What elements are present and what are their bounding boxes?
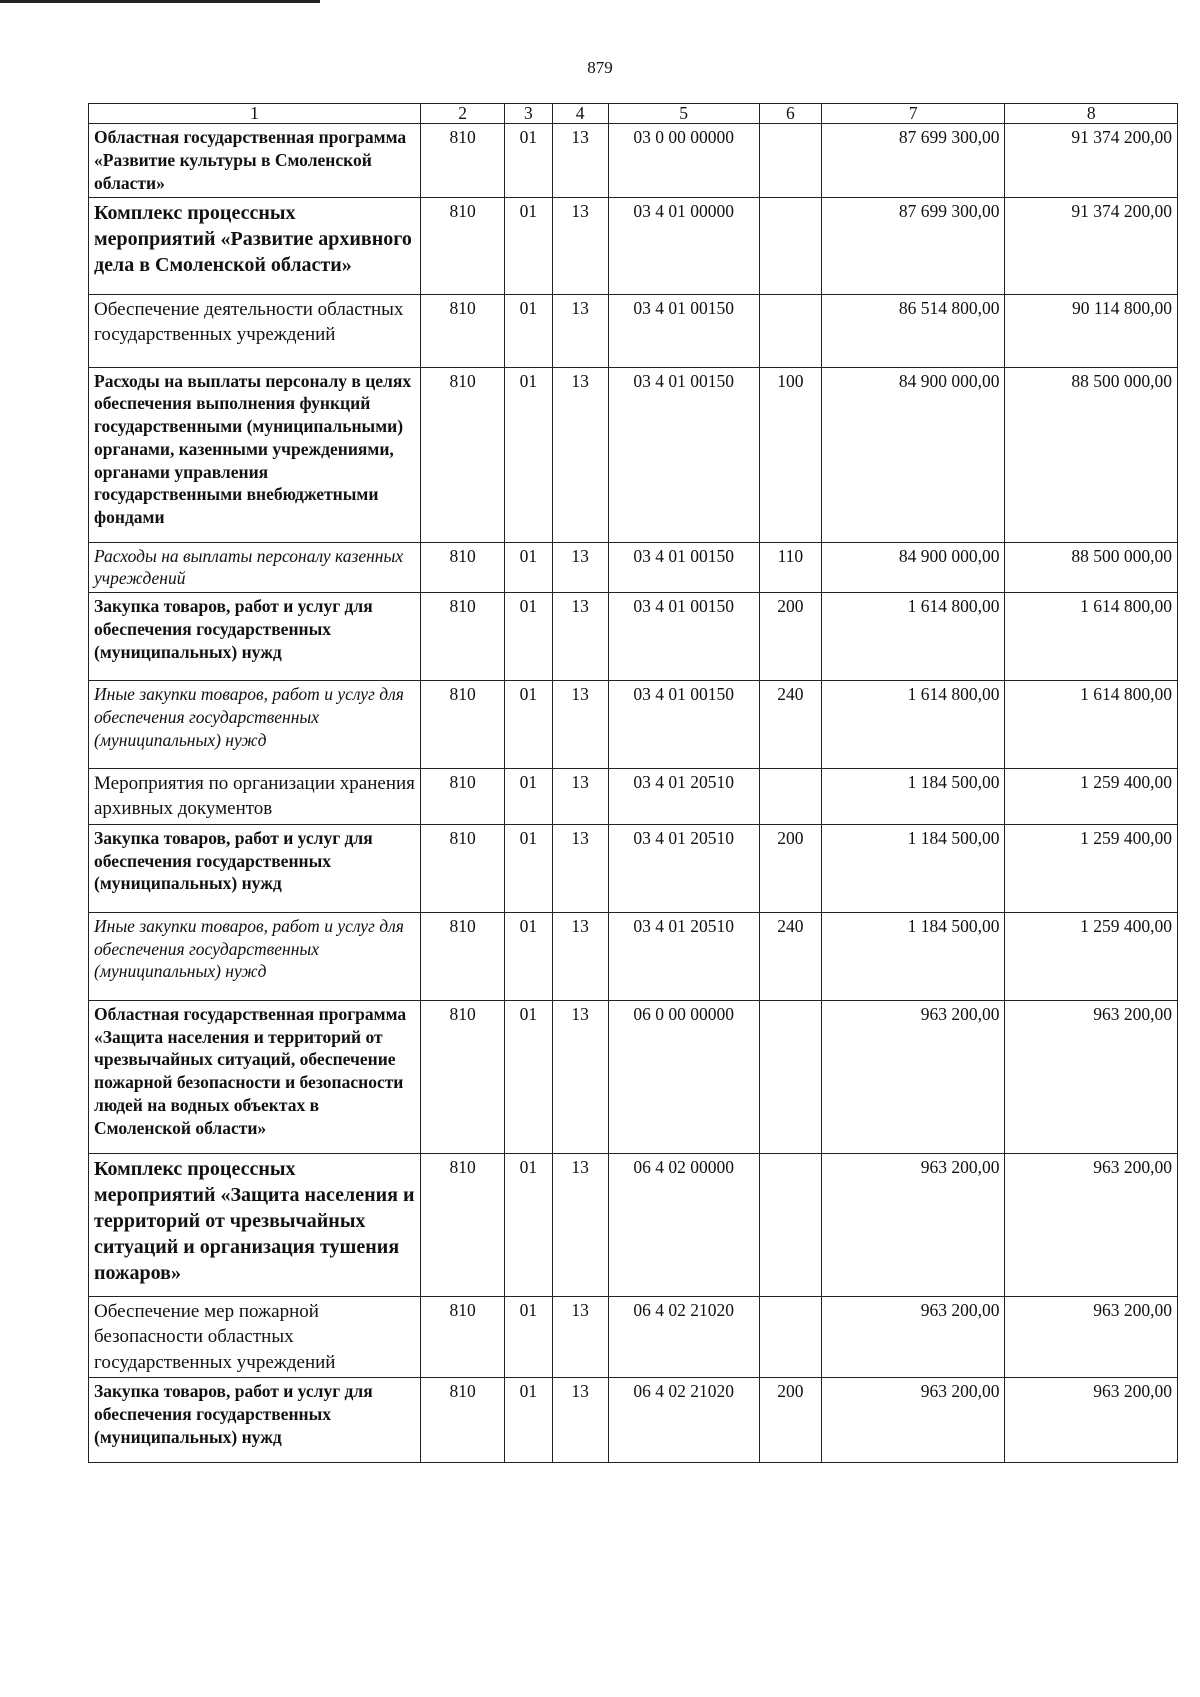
section-code-cell: 01: [505, 593, 552, 681]
ministry-code-cell: 810: [421, 681, 505, 769]
table-row: [89, 197, 1178, 294]
expense-type-cell: 240: [759, 912, 822, 1000]
column-header-8: 8: [1005, 104, 1178, 124]
expense-name-cell: Иные закупки товаров, работ и услуг для обеспечения государственных (муниципальных) нужд: [89, 681, 421, 769]
section-code-cell: 01: [505, 824, 552, 912]
subsection-code-cell: 13: [552, 1153, 608, 1296]
amount-year-2-cell: 1 614 800,00: [1005, 681, 1178, 769]
column-header-5: 5: [608, 104, 759, 124]
amount-year-1-cell: 1 184 500,00: [822, 769, 1005, 825]
target-article-cell: 03 4 01 00150: [608, 542, 759, 593]
amount-year-2-cell: 1 614 800,00: [1005, 593, 1178, 681]
expense-type-cell: 110: [759, 542, 822, 593]
subsection-code-cell: 13: [552, 769, 608, 825]
target-article-cell: 06 4 02 00000: [608, 1153, 759, 1296]
target-article-cell: 03 4 01 00150: [608, 294, 759, 367]
expense-name-cell: Закупка товаров, работ и услуг для обеспечения государственных (муниципальных) нужд: [89, 824, 421, 912]
expense-name-cell: Расходы на выплаты персоналу в целях обеспечения выполнения функций государственными (муниципальными) органами, казенными учреждениями, органами управления государственными внебюджетными фондами: [89, 367, 421, 542]
section-code-cell: 01: [505, 1000, 552, 1153]
expense-type-cell: 200: [759, 824, 822, 912]
ministry-code-cell: 810: [421, 593, 505, 681]
column-header-2: 2: [421, 104, 505, 124]
scan-edge-line: [0, 0, 320, 3]
table-row: [89, 367, 1178, 542]
section-code-cell: 01: [505, 542, 552, 593]
subsection-code-cell: 13: [552, 912, 608, 1000]
column-header-4: 4: [552, 104, 608, 124]
section-code-cell: 01: [505, 197, 552, 294]
column-header-6: 6: [759, 104, 822, 124]
ministry-code-cell: 810: [421, 1296, 505, 1377]
amount-year-2-cell: 1 259 400,00: [1005, 824, 1178, 912]
subsection-code-cell: 13: [552, 542, 608, 593]
amount-year-1-cell: 963 200,00: [822, 1000, 1005, 1153]
ministry-code-cell: 810: [421, 542, 505, 593]
expense-name-cell: Иные закупки товаров, работ и услуг для обеспечения государственных (муниципальных) нужд: [89, 912, 421, 1000]
subsection-code-cell: 13: [552, 1000, 608, 1153]
amount-year-2-cell: 963 200,00: [1005, 1378, 1178, 1463]
expense-type-cell: [759, 124, 822, 197]
table-header: [89, 104, 1178, 124]
ministry-code-cell: 810: [421, 294, 505, 367]
expense-name-cell: Комплекс процессных мероприятий «Защита населения и территорий от чрезвычайных ситуаций и организация тушения пожаров»: [89, 1153, 421, 1296]
amount-year-1-cell: 1 184 500,00: [822, 912, 1005, 1000]
section-code-cell: 01: [505, 912, 552, 1000]
section-code-cell: 01: [505, 367, 552, 542]
ministry-code-cell: 810: [421, 1378, 505, 1463]
table-row: [89, 542, 1178, 593]
column-header-1: 1: [89, 104, 421, 124]
ministry-code-cell: 810: [421, 1153, 505, 1296]
expense-type-cell: [759, 197, 822, 294]
amount-year-2-cell: 88 500 000,00: [1005, 542, 1178, 593]
expense-type-cell: 200: [759, 593, 822, 681]
expense-name-cell: Расходы на выплаты персоналу казенных учреждений: [89, 542, 421, 593]
ministry-code-cell: 810: [421, 912, 505, 1000]
amount-year-1-cell: 87 699 300,00: [822, 124, 1005, 197]
subsection-code-cell: 13: [552, 681, 608, 769]
expense-type-cell: [759, 769, 822, 825]
target-article-cell: 03 4 01 00150: [608, 593, 759, 681]
table-body: [89, 124, 1178, 1463]
subsection-code-cell: 13: [552, 824, 608, 912]
amount-year-1-cell: 84 900 000,00: [822, 542, 1005, 593]
page-number: 879: [587, 58, 613, 77]
budget-table: [88, 103, 1178, 1463]
subsection-code-cell: 13: [552, 1296, 608, 1377]
target-article-cell: 03 4 01 20510: [608, 769, 759, 825]
expense-name-cell: Обеспечение мер пожарной безопасности областных государственных учреждений: [89, 1296, 421, 1377]
table-row: [89, 593, 1178, 681]
amount-year-1-cell: 1 614 800,00: [822, 681, 1005, 769]
expense-type-cell: [759, 1153, 822, 1296]
target-article-cell: 06 4 02 21020: [608, 1296, 759, 1377]
expense-type-cell: 240: [759, 681, 822, 769]
target-article-cell: 06 0 00 00000: [608, 1000, 759, 1153]
expense-type-cell: 200: [759, 1378, 822, 1463]
table-row: [89, 1296, 1178, 1377]
subsection-code-cell: 13: [552, 593, 608, 681]
amount-year-2-cell: 1 259 400,00: [1005, 769, 1178, 825]
amount-year-1-cell: 87 699 300,00: [822, 197, 1005, 294]
table-row: [89, 1378, 1178, 1463]
table-row: [89, 681, 1178, 769]
expense-name-cell: Областная государственная программа «Защита населения и территорий от чрезвычайных ситуаций, обеспечение пожарной безопасности и безопасности людей на водных объектах в Смоленской области»: [89, 1000, 421, 1153]
subsection-code-cell: 13: [552, 124, 608, 197]
target-article-cell: 03 4 01 00150: [608, 681, 759, 769]
ministry-code-cell: 810: [421, 124, 505, 197]
expense-type-cell: [759, 294, 822, 367]
amount-year-2-cell: 90 114 800,00: [1005, 294, 1178, 367]
section-code-cell: 01: [505, 769, 552, 825]
table-row: [89, 124, 1178, 197]
section-code-cell: 01: [505, 681, 552, 769]
amount-year-1-cell: 963 200,00: [822, 1153, 1005, 1296]
ministry-code-cell: 810: [421, 824, 505, 912]
amount-year-2-cell: 963 200,00: [1005, 1296, 1178, 1377]
ministry-code-cell: 810: [421, 769, 505, 825]
table-row: [89, 1153, 1178, 1296]
subsection-code-cell: 13: [552, 367, 608, 542]
column-numbers-row: [89, 104, 1178, 124]
amount-year-2-cell: 91 374 200,00: [1005, 197, 1178, 294]
amount-year-1-cell: 963 200,00: [822, 1378, 1005, 1463]
section-code-cell: 01: [505, 1153, 552, 1296]
expense-type-cell: 100: [759, 367, 822, 542]
table-row: [89, 1000, 1178, 1153]
section-code-cell: 01: [505, 1378, 552, 1463]
ministry-code-cell: 810: [421, 1000, 505, 1153]
expense-name-cell: Закупка товаров, работ и услуг для обеспечения государственных (муниципальных) нужд: [89, 593, 421, 681]
amount-year-2-cell: 963 200,00: [1005, 1000, 1178, 1153]
amount-year-1-cell: 1 184 500,00: [822, 824, 1005, 912]
target-article-cell: 06 4 02 21020: [608, 1378, 759, 1463]
amount-year-2-cell: 963 200,00: [1005, 1153, 1178, 1296]
expense-type-cell: [759, 1296, 822, 1377]
section-code-cell: 01: [505, 294, 552, 367]
subsection-code-cell: 13: [552, 294, 608, 367]
ministry-code-cell: 810: [421, 197, 505, 294]
ministry-code-cell: 810: [421, 367, 505, 542]
amount-year-2-cell: 88 500 000,00: [1005, 367, 1178, 542]
target-article-cell: 03 4 01 20510: [608, 824, 759, 912]
section-code-cell: 01: [505, 124, 552, 197]
expense-type-cell: [759, 1000, 822, 1153]
amount-year-1-cell: 1 614 800,00: [822, 593, 1005, 681]
amount-year-1-cell: 84 900 000,00: [822, 367, 1005, 542]
expense-name-cell: Областная государственная программа «Развитие культуры в Смоленской области»: [89, 124, 421, 197]
target-article-cell: 03 4 01 00150: [608, 367, 759, 542]
expense-name-cell: Мероприятия по организации хранения архивных документов: [89, 769, 421, 825]
table-row: [89, 912, 1178, 1000]
table-row: [89, 769, 1178, 825]
subsection-code-cell: 13: [552, 197, 608, 294]
amount-year-2-cell: 91 374 200,00: [1005, 124, 1178, 197]
expense-name-cell: Обеспечение деятельности областных государственных учреждений: [89, 294, 421, 367]
expense-name-cell: Закупка товаров, работ и услуг для обеспечения государственных (муниципальных) нужд: [89, 1378, 421, 1463]
column-header-7: 7: [822, 104, 1005, 124]
table-row: [89, 294, 1178, 367]
section-code-cell: 01: [505, 1296, 552, 1377]
target-article-cell: 03 4 01 20510: [608, 912, 759, 1000]
amount-year-2-cell: 1 259 400,00: [1005, 912, 1178, 1000]
expense-name-cell: Комплекс процессных мероприятий «Развитие архивного дела в Смоленской области»: [89, 197, 421, 294]
table-row: [89, 824, 1178, 912]
target-article-cell: 03 0 00 00000: [608, 124, 759, 197]
amount-year-1-cell: 963 200,00: [822, 1296, 1005, 1377]
column-header-3: 3: [505, 104, 552, 124]
amount-year-1-cell: 86 514 800,00: [822, 294, 1005, 367]
subsection-code-cell: 13: [552, 1378, 608, 1463]
target-article-cell: 03 4 01 00000: [608, 197, 759, 294]
